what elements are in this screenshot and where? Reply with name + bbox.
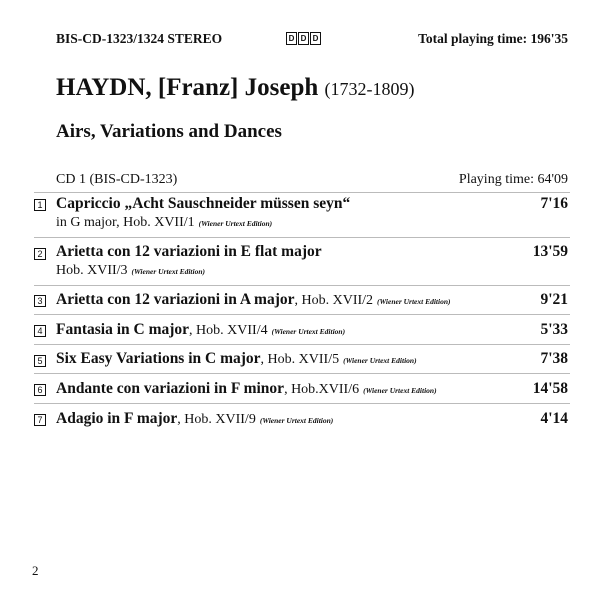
divider: [34, 237, 570, 238]
track-subline: [56, 263, 205, 279]
track-edition: (Wiener Urtext Edition): [271, 327, 346, 336]
track-subline: [56, 215, 272, 231]
track-catalog: , Hob. XVII/9: [177, 412, 256, 427]
track-title-line: [56, 243, 322, 261]
divider: [34, 373, 570, 374]
track-title-line: [56, 321, 345, 339]
page-number: 2: [32, 563, 39, 578]
composer-dates: (1732-1809): [324, 79, 415, 99]
ddd-code-badge: [286, 32, 321, 45]
track-title: Andante con variazioni in F minor: [56, 380, 285, 397]
track-number-box: 3: [34, 295, 46, 307]
track-duration: 7'16: [540, 195, 568, 212]
track-catalog: , Hob. XVII/4: [189, 323, 268, 338]
track-duration: 13'59: [532, 243, 568, 260]
track-catalog: , Hob. XVII/2: [294, 293, 374, 308]
track-number-box: 4: [34, 325, 46, 337]
track-catalog: in G major, Hob. XVII/1: [56, 215, 195, 230]
track-edition: (Wiener Urtext Edition): [131, 267, 206, 276]
track-edition: (Wiener Urtext Edition): [377, 297, 451, 306]
track-title: Fantasia in C major: [56, 321, 190, 338]
composer-heading: [56, 74, 415, 102]
track-edition: (Wiener Urtext Edition): [343, 356, 417, 365]
track-edition: (Wiener Urtext Edition): [198, 219, 273, 228]
track-title: Adagio in F major: [56, 410, 178, 427]
track-duration: 7'38: [540, 350, 568, 367]
track-number-box: 2: [34, 248, 46, 260]
track-title-line: [56, 410, 333, 428]
track-duration: 4'14: [540, 410, 568, 427]
track-catalog: , Hob.XVII/6: [284, 382, 360, 397]
track-title: Six Easy Variations in C major: [56, 350, 261, 367]
ddd-letter: D: [286, 32, 297, 45]
album-subtitle: Airs, Variations and Dances: [56, 121, 282, 142]
divider: [34, 285, 570, 286]
ddd-letter: D: [298, 32, 309, 45]
total-playing-time: Total playing time: 196'35: [418, 31, 568, 46]
divider: [34, 192, 570, 193]
track-edition: (Wiener Urtext Edition): [259, 416, 334, 425]
divider: [34, 403, 570, 404]
track-edition: (Wiener Urtext Edition): [363, 386, 437, 395]
track-title-line: [56, 350, 417, 368]
track-title: Capriccio „Acht Sauschneider müssen seyn“: [56, 195, 351, 212]
divider: [34, 314, 570, 315]
track-title: Arietta con 12 variazioni in A major: [56, 291, 295, 308]
cd-playing-time: Playing time: 64'09: [458, 172, 568, 187]
catalog-number: BIS-CD-1323/1324 STEREO: [56, 31, 223, 46]
track-catalog: Hob. XVII/3: [56, 263, 128, 278]
track-duration: 9'21: [540, 291, 568, 308]
track-catalog: , Hob. XVII/5: [260, 352, 340, 367]
composer-name: HAYDN, [Franz] Joseph: [56, 74, 319, 101]
track-title: Arietta con 12 variazioni in E flat major: [56, 243, 322, 260]
track-number-box: 5: [34, 355, 46, 367]
track-number-box: 1: [34, 199, 46, 211]
track-title-line: [56, 291, 451, 309]
divider: [34, 344, 570, 345]
track-number-box: 7: [34, 414, 46, 426]
track-title-line: [56, 195, 350, 213]
ddd-letter: D: [310, 32, 321, 45]
track-duration: 5'33: [540, 321, 568, 338]
track-title-line: [56, 380, 437, 398]
track-number-box: 6: [34, 384, 46, 396]
track-duration: 14'58: [532, 380, 568, 397]
cd-label: CD 1 (BIS-CD-1323): [56, 172, 178, 187]
